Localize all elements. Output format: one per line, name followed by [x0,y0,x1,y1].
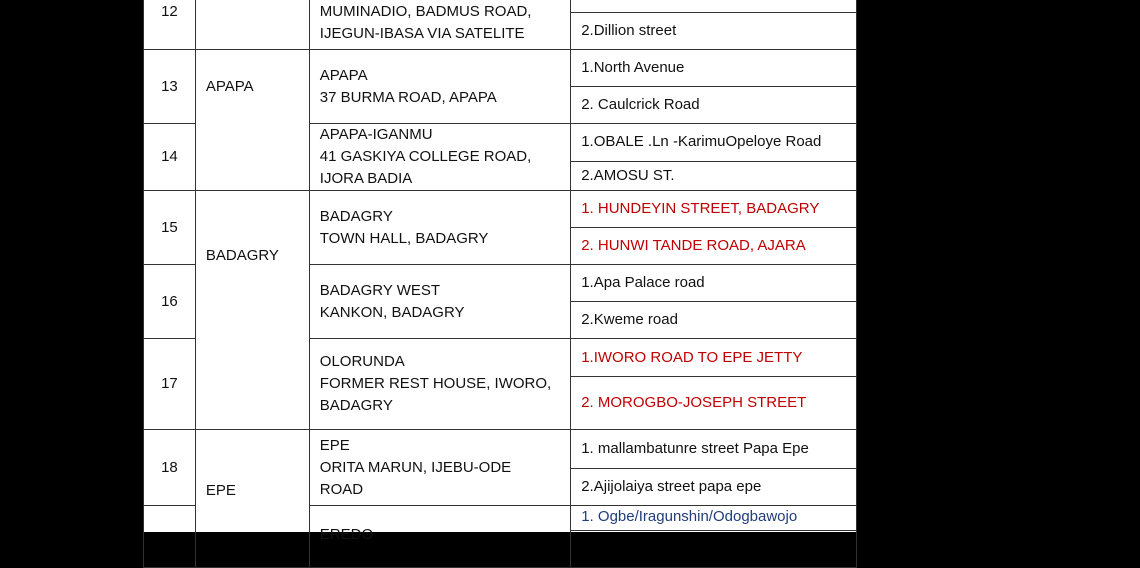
street-cell: 1. Ogbe/Iragunshin/Odogbawojo [571,506,857,531]
center-line: TOWN HALL, BADAGRY [319,229,489,247]
document-page [143,0,857,543]
lga-cell [195,0,309,50]
center-cell [309,339,570,430]
center-line: EREDO [319,526,374,543]
center-cell [309,124,570,191]
street-cell: 2.Ajijolaiya street papa epe [571,469,857,506]
street-cell: 2. HUNWI TANDE ROAD, AJARA [571,228,857,265]
center-cell [309,0,570,50]
row-number: 18 [144,430,196,506]
center-cell [309,265,570,339]
center-cell [309,50,570,124]
row-number: 14 [144,124,196,191]
center-line: FORMER REST HOUSE, IWORO, [319,375,552,392]
street-cell: 2.AMOSU ST. [571,161,857,190]
center-line: BADAGRY WEST [319,281,441,299]
center-line: ROAD [319,480,364,498]
row-number [144,506,196,568]
street-cell: 1. HUNDEYIN STREET, BADAGRY [571,191,857,228]
street-cell: 2.Dillion street [571,12,857,50]
street-cell: 1.Apa Palace road [571,265,857,302]
street-cell [571,531,857,568]
center-line: EPE [319,436,350,454]
street-cell: 1. mallambatunre street Papa Epe [571,430,857,469]
row-number: 15 [144,191,196,265]
table-row [144,0,857,12]
center-line: IJORA BADIA [319,170,413,187]
center-line: OLORUNDA [319,353,405,370]
street-cell: 1.OBALE .Ln -KarimuOpeloye Road [571,124,857,162]
table-row [144,50,857,87]
row-number: 13 [144,50,196,124]
polling-center-table [143,0,857,568]
lga-cell: BADAGRY [195,191,309,430]
street-cell: 1.IWORO ROAD TO EPE JETTY [571,339,857,377]
center-cell [309,506,570,568]
center-line: APAPA-IGANMU [319,126,433,143]
center-line: BADAGRY [319,397,393,414]
center-line: BADAGRY [319,207,393,225]
street-cell [571,0,857,12]
center-line: ORITA MARUN, IJEBU-ODE [319,458,512,476]
table-row [144,191,857,228]
center-line: IJEGUN-IBASA VIA SATELITE [319,25,525,42]
center-line: APAPA [319,66,368,84]
center-line: KANKON, BADAGRY [319,303,465,321]
row-number: 16 [144,265,196,339]
street-cell: 2. MOROGBO-JOSEPH STREET [571,377,857,430]
lga-cell: APAPA [195,50,309,191]
center-line: 41 GASKIYA COLLEGE ROAD, [319,148,532,165]
lga-cell: EPE [195,430,309,568]
row-number: 12 [144,0,196,50]
center-cell [309,430,570,506]
street-cell: 2. Caulcrick Road [571,87,857,124]
center-line: MUMINADIO, BADMUS ROAD, [319,3,532,20]
street-cell: 1.North Avenue [571,50,857,87]
center-line: 37 BURMA ROAD, APAPA [319,88,497,106]
table-row [144,430,857,469]
center-cell [309,191,570,265]
street-cell: 2.Kweme road [571,302,857,339]
row-number: 17 [144,339,196,430]
